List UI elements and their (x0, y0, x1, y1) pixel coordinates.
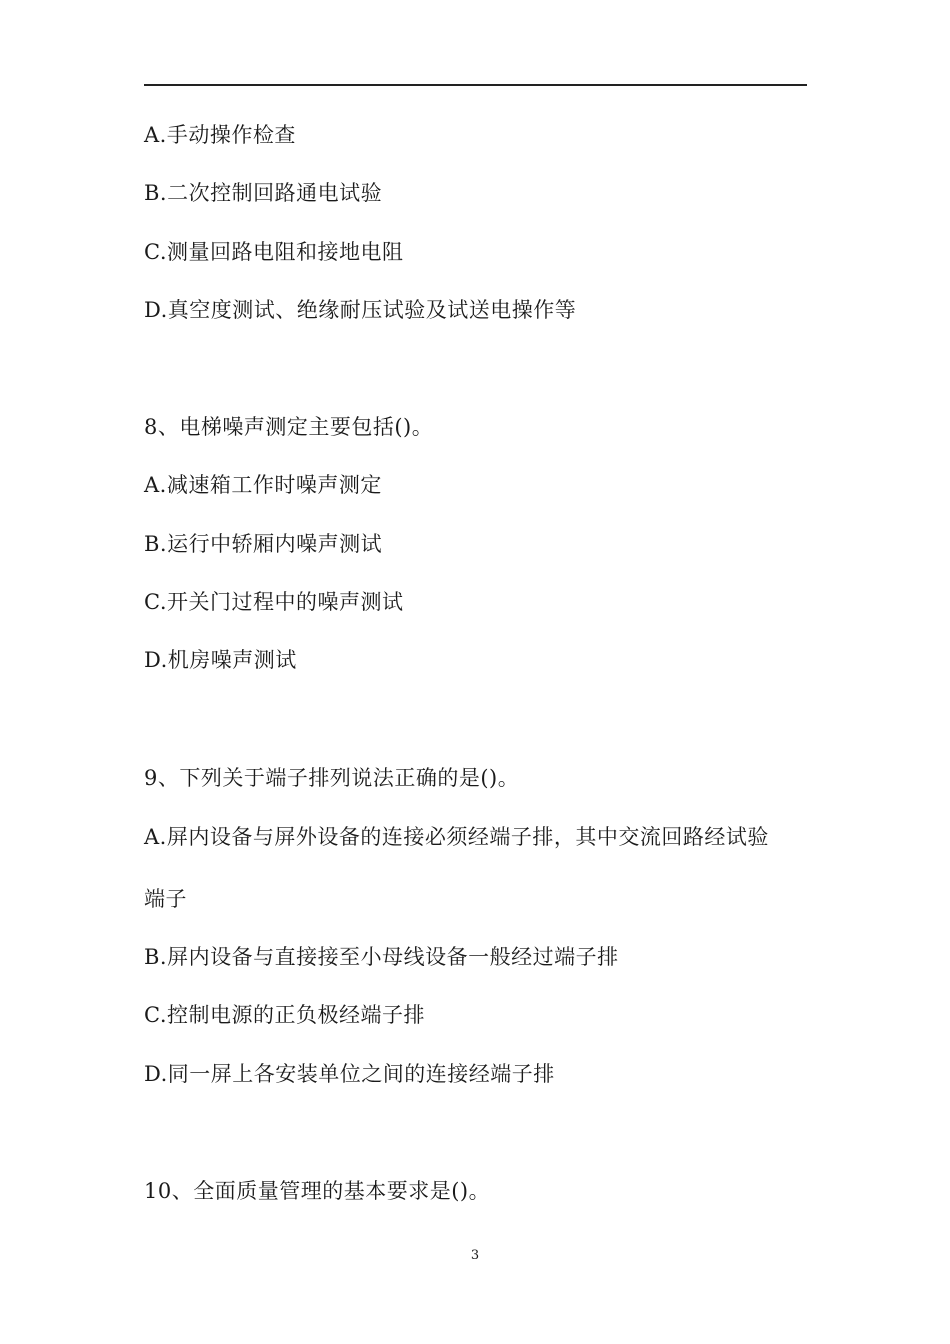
q8-option-b: B.运行中轿厢内噪声测试 (144, 532, 383, 556)
q10-question: 10、全面质量管理的基本要求是()。 (144, 1179, 491, 1203)
q9-option-c: C.控制电源的正负极经端子排 (144, 1003, 425, 1027)
q9-option-b: B.屏内设备与直接接至小母线设备一般经过端子排 (144, 945, 619, 969)
q8-option-c: C.开关门过程中的噪声测试 (144, 590, 404, 614)
page-number: 3 (470, 1248, 480, 1263)
q7-option-c: C.测量回路电阻和接地电阻 (144, 240, 404, 264)
q9-option-a: A.屏内设备与屏外设备的连接必须经端子排，其中交流回路经试验 (144, 825, 769, 849)
q9-option-a-continued: 端子 (144, 887, 187, 911)
q7-option-d: D.真空度测试、绝缘耐压试验及试送电操作等 (144, 298, 577, 322)
q7-option-b: B.二次控制回路通电试验 (144, 181, 383, 205)
q7-option-a: A.手动操作检查 (144, 123, 296, 147)
header-rule (144, 84, 807, 86)
q9-option-d: D.同一屏上各安装单位之间的连接经端子排 (144, 1062, 555, 1086)
q9-question: 9、下列关于端子排列说法正确的是()。 (144, 766, 520, 790)
q8-question: 8、电梯噪声测定主要包括()。 (144, 415, 434, 439)
q8-option-a: A.减速箱工作时噪声测定 (144, 473, 382, 497)
q8-option-d: D.机房噪声测试 (144, 648, 297, 672)
